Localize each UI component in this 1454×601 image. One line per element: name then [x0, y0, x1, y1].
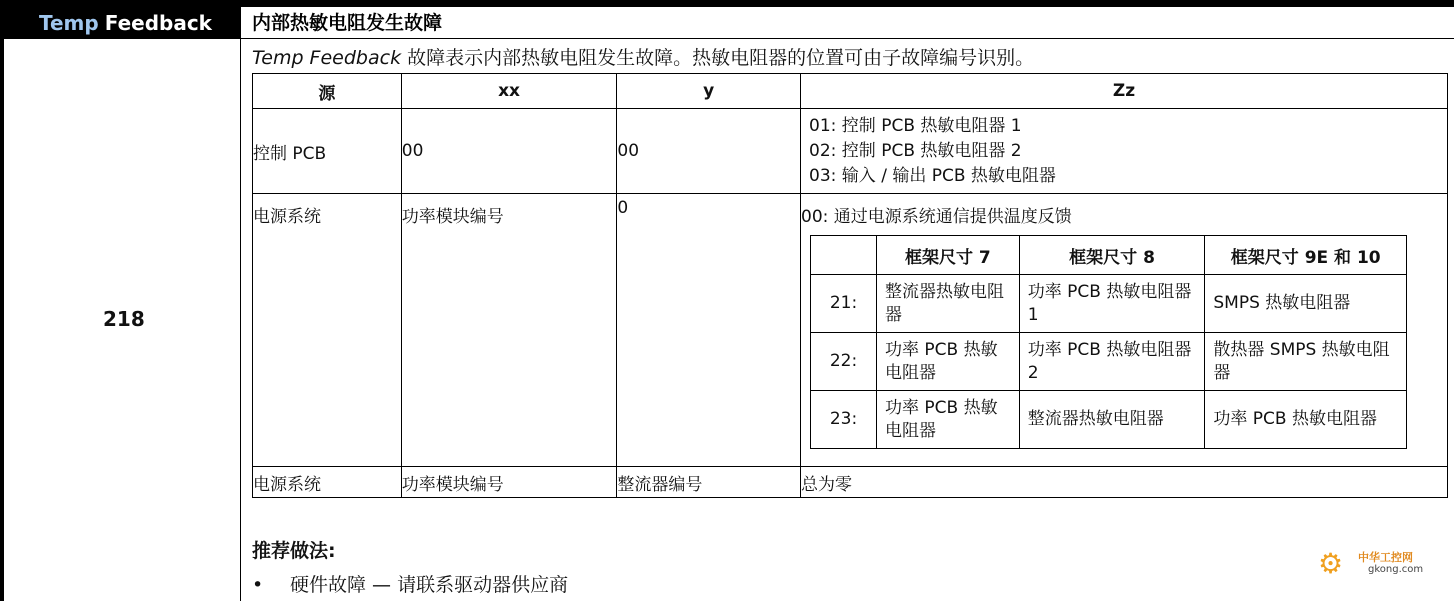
header-zz: Zz — [801, 74, 1448, 109]
table-header-row — [253, 74, 1448, 109]
row2-y: 0 — [617, 194, 801, 467]
inner-row-num: 23: — [811, 391, 877, 449]
frame-size-table — [810, 235, 1407, 449]
recommendation-heading: 推荐做法: — [252, 540, 336, 562]
inner-cell: 散热器 SMPS 热敏电阻器 — [1205, 333, 1407, 391]
trip-name-header — [0, 7, 240, 39]
inner-cell: 整流器热敏电阻器 — [876, 275, 1019, 333]
row1-xx: 00 — [401, 109, 617, 194]
bullet-icon: • — [252, 574, 264, 596]
trip-name-part1: Temp — [39, 11, 99, 35]
zz-line-1: 01: 控制 PCB 热敏电阻器 1 — [809, 115, 1022, 136]
inner-row — [811, 333, 1407, 391]
inner-cell: 整流器热敏电阻器 — [1019, 391, 1205, 449]
description — [252, 43, 1034, 70]
inner-cell: 功率 PCB 热敏电阻器 2 — [1019, 333, 1205, 391]
table-row — [253, 194, 1448, 467]
recommendation-text: 硬件故障 — 请联系驱动器供应商 — [290, 574, 569, 596]
trip-code: 218 — [103, 307, 145, 331]
subtrip-table — [252, 73, 1448, 498]
top-rule — [0, 0, 1454, 7]
row3-zz: 总为零 — [801, 467, 1448, 498]
inner-row — [811, 275, 1407, 333]
table-row — [253, 467, 1448, 498]
row1-zz — [801, 109, 1448, 194]
table-row — [253, 109, 1448, 194]
inner-row-num: 22: — [811, 333, 877, 391]
trip-name-part2: Feedback — [104, 11, 212, 35]
watermark-url: gkong.com — [1368, 564, 1424, 575]
inner-row — [811, 391, 1407, 449]
zz-line-2: 02: 控制 PCB 热敏电阻器 2 — [809, 140, 1022, 161]
row2-zz-title: 00: 通过电源系统通信提供温度反馈 — [801, 207, 1072, 227]
watermark-text: 中华工控网 — [1358, 551, 1413, 564]
header-xx: xx — [401, 74, 617, 109]
title-underline — [240, 38, 1454, 39]
row1-source: 控制 PCB — [253, 109, 402, 194]
description-trip-name: Temp Feedback — [252, 47, 402, 69]
row2-zz — [801, 194, 1448, 467]
inner-header-blank — [811, 236, 877, 275]
inner-cell: 功率 PCB 热敏电阻器 — [1205, 391, 1407, 449]
recommendation-item — [252, 570, 568, 597]
inner-header-size8: 框架尺寸 8 — [1019, 236, 1205, 275]
watermark-logo — [1318, 547, 1448, 587]
gear-icon: ⚙ — [1318, 547, 1344, 580]
zz-line-3: 03: 输入 / 输出 PCB 热敏电阻器 — [809, 165, 1056, 186]
row2-source: 电源系统 — [253, 194, 402, 467]
column-divider — [240, 7, 241, 601]
row3-y: 整流器编号 — [617, 467, 801, 498]
header-source: 源 — [253, 74, 402, 109]
inner-header-size7: 框架尺寸 7 — [876, 236, 1019, 275]
description-text: 故障表示内部热敏电阻发生故障。热敏电阻器的位置可由子故障编号识别。 — [401, 47, 1035, 69]
row3-xx: 功率模块编号 — [401, 467, 617, 498]
inner-row-num: 21: — [811, 275, 877, 333]
error-title: 内部热敏电阻发生故障 — [252, 12, 443, 34]
inner-header-row — [811, 236, 1407, 275]
header-y: y — [617, 74, 801, 109]
inner-cell: SMPS 热敏电阻器 — [1205, 275, 1407, 333]
inner-cell: 功率 PCB 热敏电阻器 1 — [1019, 275, 1205, 333]
row3-source: 电源系统 — [253, 467, 402, 498]
left-border — [0, 39, 4, 601]
row1-y: 00 — [617, 109, 801, 194]
inner-header-size9e10: 框架尺寸 9E 和 10 — [1205, 236, 1407, 275]
inner-cell: 功率 PCB 热敏电阻器 — [876, 333, 1019, 391]
row2-xx: 功率模块编号 — [401, 194, 617, 467]
inner-cell: 功率 PCB 热敏电阻器 — [876, 391, 1019, 449]
